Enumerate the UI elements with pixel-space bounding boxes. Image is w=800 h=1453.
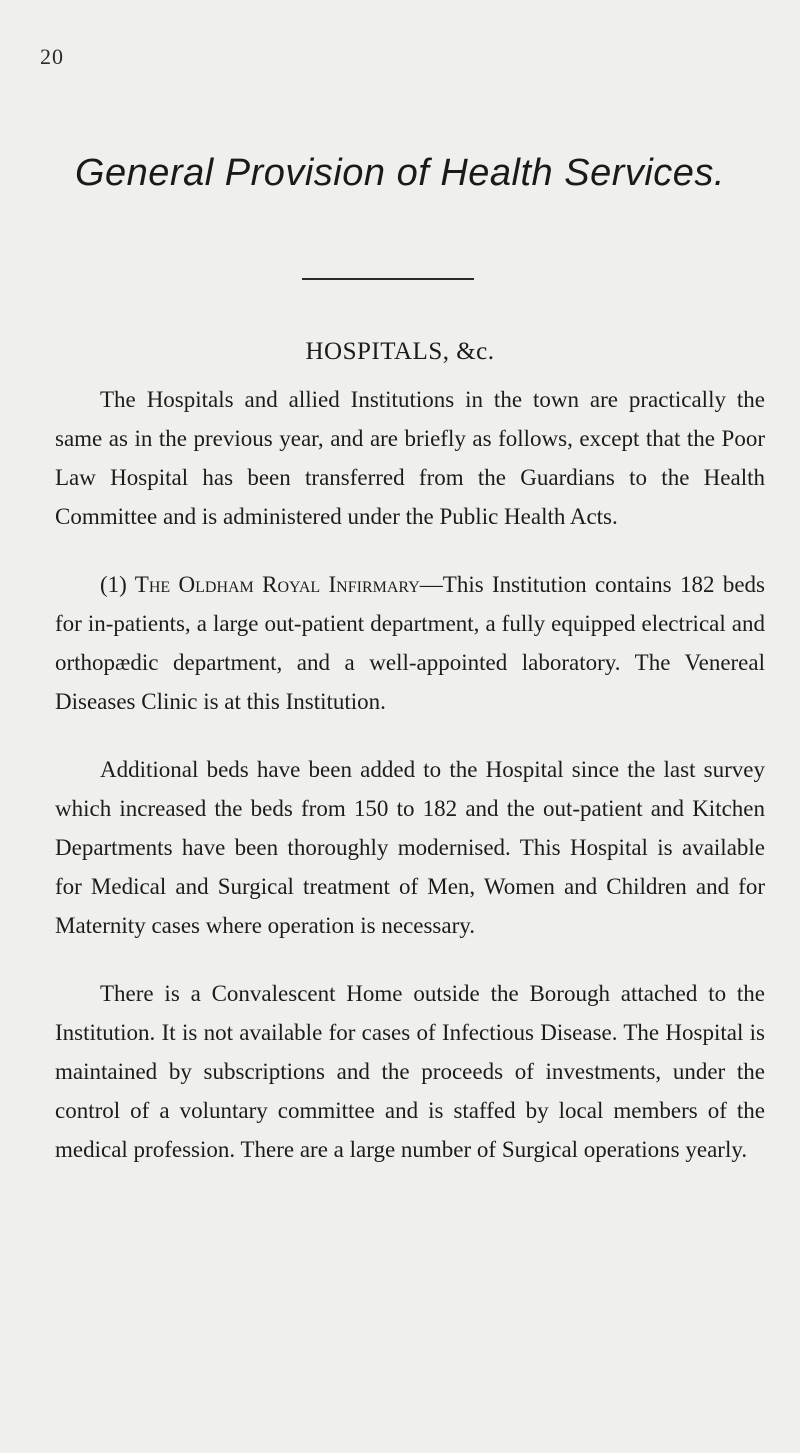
paragraph-convalescent-home-text: There is a Convalescent Home outside the Borough attached to the Institution. It is not available for cases of Infectious Disease. The Hospital is maintained by subscriptions and the proceeds of investments, under the control of a voluntary committee and is staffed by local members of the medical profession. There are a large number of Surgical operations yearly.: [55, 981, 765, 1162]
page-title: General Provision of Health Services.: [74, 152, 725, 194]
section-heading: HOSPITALS, &c.: [305, 338, 495, 365]
paragraph-convalescent-home: [55, 974, 765, 1169]
paragraph-intro: [55, 380, 765, 536]
paragraph-lead-heading: (1) The Oldham Royal Infirmary: [100, 572, 420, 597]
page-number: 20: [40, 44, 64, 69]
body-text: [55, 380, 765, 1198]
paragraph-additional-beds-text: Additional beds have been added to the Hospital since the last survey which increased the beds from 150 to 182 and the out-patient and Kitchen Departments have been thoroughly modernised. This Hospital is available for Medical and Surgical treatment of Men, Women and Children and for Maternity cases where operation is necessary.: [55, 757, 765, 938]
paragraph-additional-beds: [55, 750, 765, 945]
paragraph-royal-infirmary-text: —This Institution contains 182 beds for in-patients, a large out-patient department, a fully equipped electrical and orthopædic department, and a well-appointed laboratory. The Venereal Diseases Clinic is at this Institution.: [55, 572, 765, 714]
paragraph-royal-infirmary: [55, 565, 765, 721]
title-divider: [302, 278, 474, 280]
paragraph-intro-text: The Hospitals and allied Institutions in the town are practically the same as in the previous year, and are briefly as follows, except that the Poor Law Hospital has been transferred from the Guardians to the Health Committee and is administered under the Public Health Acts.: [55, 387, 765, 529]
